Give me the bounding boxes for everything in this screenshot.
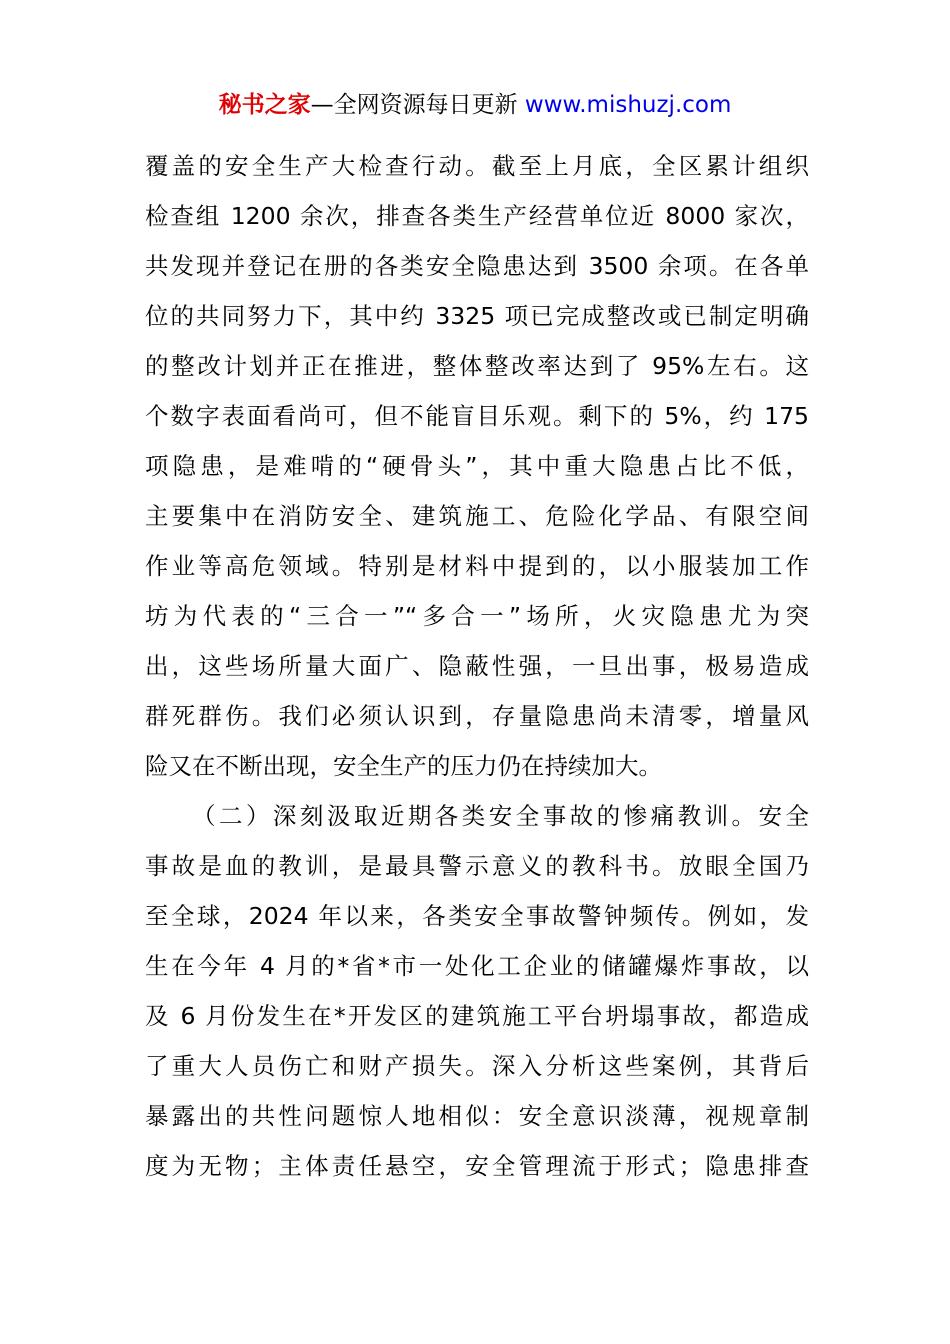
text-line: 主要集中在消防安全、建筑施工、危险化学品、有限空间 xyxy=(145,502,809,530)
header-tagline: —全网资源每日更新 xyxy=(310,92,525,118)
text-line: 检查组 1200 余次，排查各类生产经营单位近 8000 家次， xyxy=(145,202,809,230)
text-line: 至全球，2024 年以来，各类安全事故警钟频传。例如，发 xyxy=(145,902,809,930)
text-line: 及 6 月份发生在*开发区的建筑施工平台坍塌事故，都造成 xyxy=(145,1002,809,1030)
text-line: 位的共同努力下，其中约 3325 项已完成整改或已制定明确 xyxy=(145,302,809,330)
text-line: 了重大人员伤亡和财产损失。深入分析这些案例，其背后 xyxy=(145,1052,809,1080)
page-header xyxy=(0,86,950,124)
text-line: 的整改计划并正在推进，整体整改率达到了 95%左右。这 xyxy=(145,352,809,380)
text-line: 共发现并登记在册的各类安全隐患达到 3500 余项。在各单 xyxy=(145,252,809,280)
text-line: 事故是血的教训，是最具警示意义的教科书。放眼全国乃 xyxy=(145,852,809,880)
text-line: 项隐患，是难啃的“硬骨头”，其中重大隐患占比不低， xyxy=(145,452,809,480)
text-line: 度为无物；主体责任悬空，安全管理流于形式；隐患排查 xyxy=(145,1152,809,1180)
header-url[interactable]: www.mishuzj.com xyxy=(524,92,732,118)
paragraph-end-line: 险又在不断出现，安全生产的压力仍在持续加大。 xyxy=(145,752,662,780)
document-body xyxy=(145,141,809,1191)
text-line: 作业等高危领域。特别是材料中提到的，以小服装加工作 xyxy=(145,552,809,580)
text-line: 个数字表面看尚可，但不能盲目乐观。剩下的 5%，约 175 xyxy=(145,402,809,430)
section-heading-line: （二）深刻汲取近期各类安全事故的惨痛教训。安全 xyxy=(192,802,809,830)
text-line: 出，这些场所量大面广、隐蔽性强，一旦出事，极易造成 xyxy=(145,652,809,680)
text-line: 群死群伤。我们必须认识到，存量隐患尚未清零，增量风 xyxy=(145,702,809,730)
text-line: 覆盖的安全生产大检查行动。截至上月底，全区累计组织 xyxy=(145,152,809,180)
header-brand: 秘书之家 xyxy=(218,92,311,118)
text-line: 生在今年 4 月的*省*市一处化工企业的储罐爆炸事故，以 xyxy=(145,952,809,980)
text-line: 暴露出的共性问题惊人地相似：安全意识淡薄，视规章制 xyxy=(145,1102,809,1130)
text-line: 坊为代表的“三合一”“多合一”场所，火灾隐患尤为突 xyxy=(145,602,809,630)
